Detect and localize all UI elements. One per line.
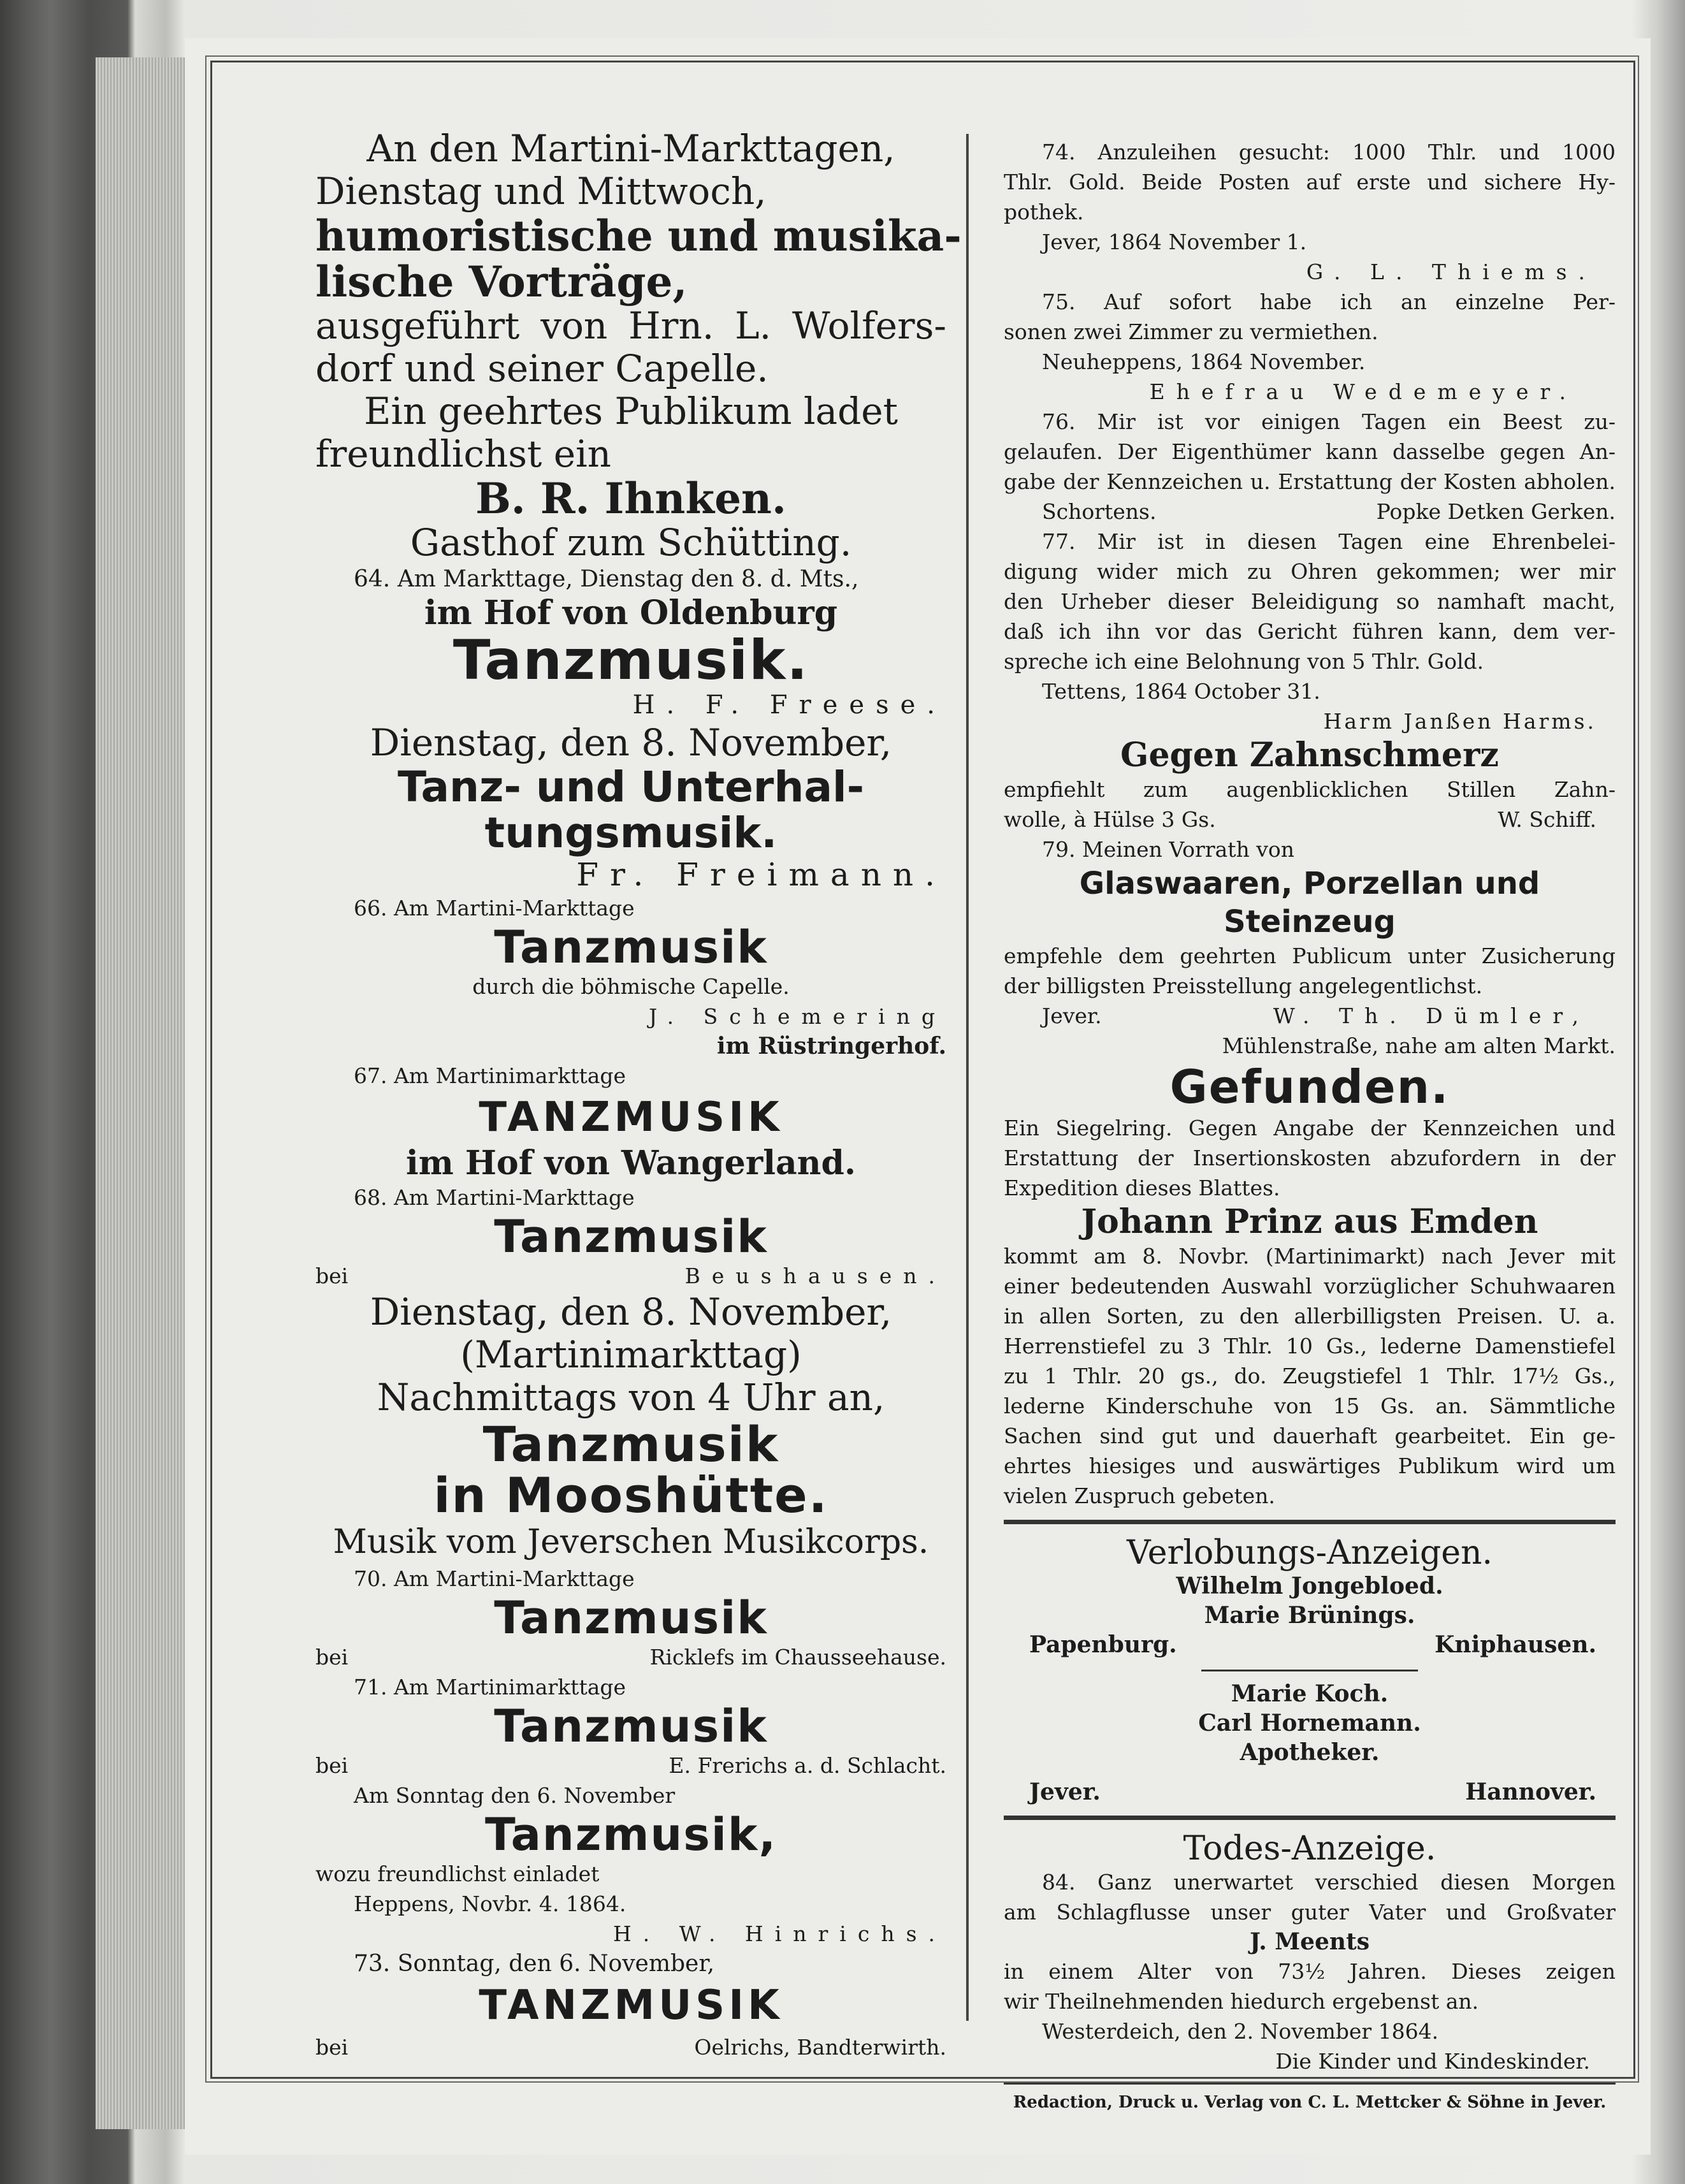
section-rule: [1004, 1816, 1616, 1820]
ad-line: Musik vom Jeverschen Musikcorps.: [333, 1523, 929, 1561]
ad-line: am Schlagflusse unser guter Vater und Großvater: [1004, 1900, 1616, 1925]
ad-line: Jever, 1864 November 1.: [1042, 229, 1307, 254]
ad-signature-line: [315, 1642, 946, 1672]
ad-line: sonen zwei Zimmer zu vermiethen.: [1004, 319, 1378, 344]
ad-headline: Tanzmusik: [494, 1211, 768, 1263]
ad-headline: Tanzmusik: [494, 1700, 768, 1752]
ad-signature: Fr. Freimann.: [576, 856, 946, 893]
ad-line: Dienstag, den 8. November,: [370, 721, 892, 764]
ad-line: 67. Am Martinimarkttage: [354, 1063, 626, 1088]
ad-headline: Steinzeug: [1224, 904, 1396, 940]
ad-signature-line: [315, 2032, 946, 2062]
ad-signature: Harm Janßen Harms.: [1323, 709, 1596, 734]
ad-headline: Gefunden.: [1169, 1060, 1450, 1114]
ad-signature-line: [315, 1751, 946, 1780]
ad-headline: lische Vorträge,: [315, 257, 688, 307]
ad-line: der billigsten Preisstellung angelegentlichst.: [1004, 973, 1483, 998]
ad-line: Ein geehrtes Publikum ladet: [364, 389, 898, 433]
imprint-rule: [1004, 2083, 1616, 2085]
ad-bei: bei: [315, 1263, 349, 1288]
ad-line: ehrtes hiesiges und auswärtiges Publikum wird um: [1004, 1453, 1616, 1478]
ad-line: gabe der Kennzeichen u. Erstattung der Kosten abholen.: [1004, 469, 1616, 494]
ad-line: Sachen sind gut und dauerhaft gearbeitet. Ein ge-: [1004, 1423, 1616, 1448]
ad-67: [315, 1061, 946, 1183]
ad-line: 71. Am Martinimarkttage: [354, 1675, 626, 1700]
ad-69: [315, 1291, 946, 1564]
ad-line: Herrenstiefel zu 3 Thlr. 10 Gs., lederne Damenstiefel: [1004, 1334, 1616, 1358]
ad-headline: tungsmusik.: [484, 808, 777, 857]
ad-line: Dienstag, den 8. November,: [370, 1290, 892, 1334]
ad-line: den Urheber dieser Beleidigung so namhaft macht,: [1004, 589, 1616, 614]
ad-line: Ein Siegelring. Gegen Angabe der Kennzeichen und: [1004, 1116, 1616, 1140]
ad-signature: B. R. Ihnken.: [475, 474, 787, 523]
ad-line: freundlichst ein: [315, 432, 612, 476]
ad-line: 68. Am Martini-Markttage: [354, 1185, 635, 1210]
ad-signature-line: [1004, 497, 1616, 527]
ad-74: [1004, 137, 1616, 287]
ad-bei: bei: [315, 1645, 349, 1670]
ad-line: Westerdeich, den 2. November 1864.: [1042, 2019, 1439, 2044]
ad-line: empfehle dem geehrten Publicum unter Zusicherung: [1004, 943, 1616, 968]
ad-line: An den Martini-Markttagen,: [366, 127, 895, 170]
ad-signature: E. Frerichs a. d. Schlacht.: [669, 1753, 946, 1778]
ad-signature: W. Th. Dümler,: [1273, 1003, 1590, 1028]
ad-headline: Tanzmusik: [494, 921, 768, 973]
ad-headline: Tanzmusik: [482, 1416, 779, 1473]
ad-headline: Tanzmusik.: [452, 629, 809, 692]
ad-77: [1004, 527, 1616, 736]
ad-bei: bei: [315, 1753, 349, 1778]
ad-68: [315, 1183, 946, 1291]
deceased-name: J. Meents: [1249, 1928, 1370, 1955]
ad-line: 76. Mir ist vor einigen Tagen ein Beest zu-: [1042, 409, 1616, 434]
ad-line: in einem Alter von 73½ Jahren. Dieses zeigen: [1004, 1959, 1616, 1984]
ad-line: Nachmittags von 4 Uhr an,: [377, 1376, 885, 1419]
ad-64: [315, 564, 946, 722]
announcement-name: Carl Hornemann.: [1198, 1710, 1421, 1736]
ad-line: lederne Kinderschuhe von 15 Gs. an. Sämmtliche: [1004, 1394, 1616, 1418]
ad-line: Am Sonntag den 6. November: [354, 1783, 676, 1808]
ad-72: [315, 1780, 946, 1949]
ad-line: 66. Am Martini-Markttage: [354, 896, 635, 921]
ad-headline: humoristische und musika-: [315, 211, 962, 261]
ad-signature: Ricklefs im Chausseehause.: [649, 1645, 946, 1670]
ad-headline: TANZMUSIK: [479, 1094, 783, 1141]
ad-line: 79. Meinen Vorrath von: [1042, 837, 1295, 862]
announcement-place: Hannover.: [1465, 1779, 1596, 1805]
right-column: [1004, 137, 1616, 2115]
ad-signature: Beushausen.: [684, 1263, 946, 1288]
ad-place: Jever.: [1042, 1003, 1102, 1028]
ad-81: [1004, 1203, 1616, 1511]
ad-signature: G. L. Thiems.: [1306, 259, 1596, 284]
ad-signature: H. W. Hinrichs.: [613, 1921, 946, 1946]
ad-80: [1004, 1061, 1616, 1203]
ad-76: [1004, 407, 1616, 527]
ad-79: [1004, 834, 1616, 1061]
ad-line: 70. Am Martini-Markttage: [354, 1566, 635, 1591]
ad-line: (Martinimarkttag): [460, 1333, 802, 1376]
ad-line: Neuheppens, 1864 November.: [1042, 349, 1366, 374]
ad-bei: bei: [315, 2035, 349, 2060]
ad-line: im Hof von Oldenburg: [424, 593, 838, 632]
ad-line: Tettens, 1864 October 31.: [1042, 679, 1320, 704]
left-column: [315, 127, 962, 2062]
ad-line: wir Theilnehmenden hiedurch ergebenst an.: [1004, 1989, 1479, 2014]
section-title: Verlobungs-Anzeigen.: [1126, 1534, 1493, 1572]
ad-73: [315, 1949, 946, 2062]
ad-line: in allen Sorten, zu den allerbilligsten Preisen. U. a.: [1004, 1304, 1616, 1329]
ad-line: durch die böhmische Capelle.: [472, 974, 790, 999]
ad-headline: in Mooshütte.: [433, 1467, 828, 1524]
announcement-place: Jever.: [1029, 1779, 1101, 1805]
ad-line: empfiehlt zum augenblicklichen Stillen Zahn-: [1004, 777, 1616, 802]
ad-75: [1004, 287, 1616, 407]
announcement-name: Marie Brünings.: [1204, 1602, 1415, 1629]
section-title: Todes-Anzeige.: [1183, 1830, 1436, 1868]
ad-line: Erstattung der Insertionskosten abzufordern in der: [1004, 1146, 1616, 1170]
announcement-title: Apotheker.: [1240, 1739, 1380, 1766]
ad-line: Expedition dieses Blattes.: [1004, 1176, 1280, 1200]
ad-line: einer bedeutenden Auswahl vorzüglicher Schuhwaaren: [1004, 1274, 1616, 1299]
ad-line: im Hof von Wangerland.: [406, 1144, 856, 1183]
todes-anzeige: [1004, 1830, 1616, 2076]
ad-line: digung wider mich zu Ohren gekommen; wer mir: [1004, 559, 1616, 584]
announcement-name: Wilhelm Jongebloed.: [1176, 1573, 1443, 1599]
ad-line: 84. Ganz unerwartet verschied diesen Morgen: [1042, 1870, 1616, 1895]
ad-line: pothek.: [1004, 200, 1084, 224]
ad-line: Heppens, Novbr. 4. 1864.: [354, 1891, 626, 1916]
ad-signature: Oelrichs, Bandterwirth.: [694, 2035, 946, 2060]
ad-line: vielen Zuspruch gebeten.: [1004, 1483, 1275, 1508]
section-rule: [1004, 1520, 1616, 1524]
ad-line: 64. Am Markttage, Dienstag den 8. d. Mts.,: [354, 566, 859, 592]
announcement-place: Kniphausen.: [1435, 1631, 1596, 1658]
ad-line: 74. Anzuleihen gesucht: 1000 Thlr. und 1000: [1042, 140, 1616, 164]
ad-line: Dienstag und Mittwoch,: [315, 170, 767, 213]
ad-line: zu 1 Thlr. 20 gs., do. Zeugstiefel 1 Thlr. 17½ Gs.,: [1004, 1364, 1616, 1388]
page-edges: [96, 57, 185, 2129]
ad-line: wozu freundlichst einladet: [315, 1861, 600, 1886]
ad-headline: Glaswaaren, Porzellan und: [1079, 866, 1540, 901]
ad-headline: Johann Prinz aus Emden: [1081, 1202, 1538, 1241]
ad-78: [1004, 736, 1616, 834]
ad-place: Schortens.: [1042, 499, 1157, 524]
imprint: Redaction, Druck u. Verlag von C. L. Mettcker & Söhne in Jever.: [1013, 2093, 1607, 2112]
ad-headline: Tanzmusik,: [484, 1809, 777, 1861]
column-rule: [966, 134, 969, 2021]
ad-line: 73. Sonntag, den 6. November,: [354, 1951, 715, 1977]
ad-line: dorf und seiner Capelle.: [315, 347, 769, 390]
ad-line: gelaufen. Der Eigenthümer kann dasselbe gegen An-: [1004, 439, 1616, 464]
ad-signature-line: [1004, 804, 1616, 834]
ad-line: spreche ich eine Belohnung von 5 Thlr. Gold.: [1004, 649, 1484, 674]
ad-headline: Gegen Zahnschmerz: [1120, 736, 1499, 775]
announcement-places: [1004, 1767, 1616, 1807]
ad-line: Thlr. Gold. Beide Posten auf erste und sichere Hy-: [1004, 170, 1616, 194]
ad-line: ausgeführt von Hrn. L. Wolfers-: [315, 304, 946, 347]
ad-signature: H. F. Freese.: [632, 690, 946, 720]
ad-line: 75. Auf sofort habe ich an einzelne Per-: [1042, 289, 1616, 314]
ad-line: 77. Mir ist in diesen Tagen eine Ehrenbelei-: [1042, 529, 1616, 554]
announcement-places: [1004, 1630, 1616, 1659]
verlobungs-anzeigen: [1004, 1534, 1616, 1807]
ad-signature: Popke Detken Gerken.: [1376, 499, 1616, 524]
ad-signature: J. Schemering: [648, 1004, 946, 1029]
ad-headline: TANZMUSIK: [479, 1982, 783, 2029]
ad-line: kommt am 8. Novbr. (Martinimarkt) nach Jever mit: [1004, 1244, 1616, 1269]
ad-place: im Rüstringerhof.: [716, 1033, 946, 1059]
ad-signature: Die Kinder und Kindeskinder.: [1275, 2049, 1590, 2074]
ad-65: [315, 722, 946, 893]
ad-place: Gasthof zum Schütting.: [410, 521, 852, 564]
ad-71: [315, 1672, 946, 1780]
ad-address: Mühlenstraße, nahe am alten Markt.: [1222, 1033, 1616, 1058]
ad-signature-line: [1004, 1001, 1616, 1031]
ad-signature: Ehefrau Wedemeyer.: [1149, 379, 1577, 404]
ad-martini-vortraege: [315, 127, 962, 564]
ad-line: wolle, à Hülse 3 Gs.: [1004, 807, 1216, 832]
ad-signature-line: [315, 1261, 946, 1291]
announcement-name: Marie Koch.: [1231, 1680, 1389, 1707]
announcement-place: Papenburg.: [1029, 1631, 1177, 1658]
ad-headline: Tanzmusik: [494, 1592, 768, 1644]
divider-line: [1201, 1670, 1418, 1671]
ad-line: daß ich ihn vor das Gericht führen kann, dem ver-: [1004, 619, 1616, 644]
ad-66: [315, 893, 946, 1061]
ad-headline: Tanz- und Unterhal-: [398, 762, 864, 812]
ad-signature: W. Schiff.: [1498, 807, 1596, 832]
ad-70: [315, 1564, 946, 1672]
